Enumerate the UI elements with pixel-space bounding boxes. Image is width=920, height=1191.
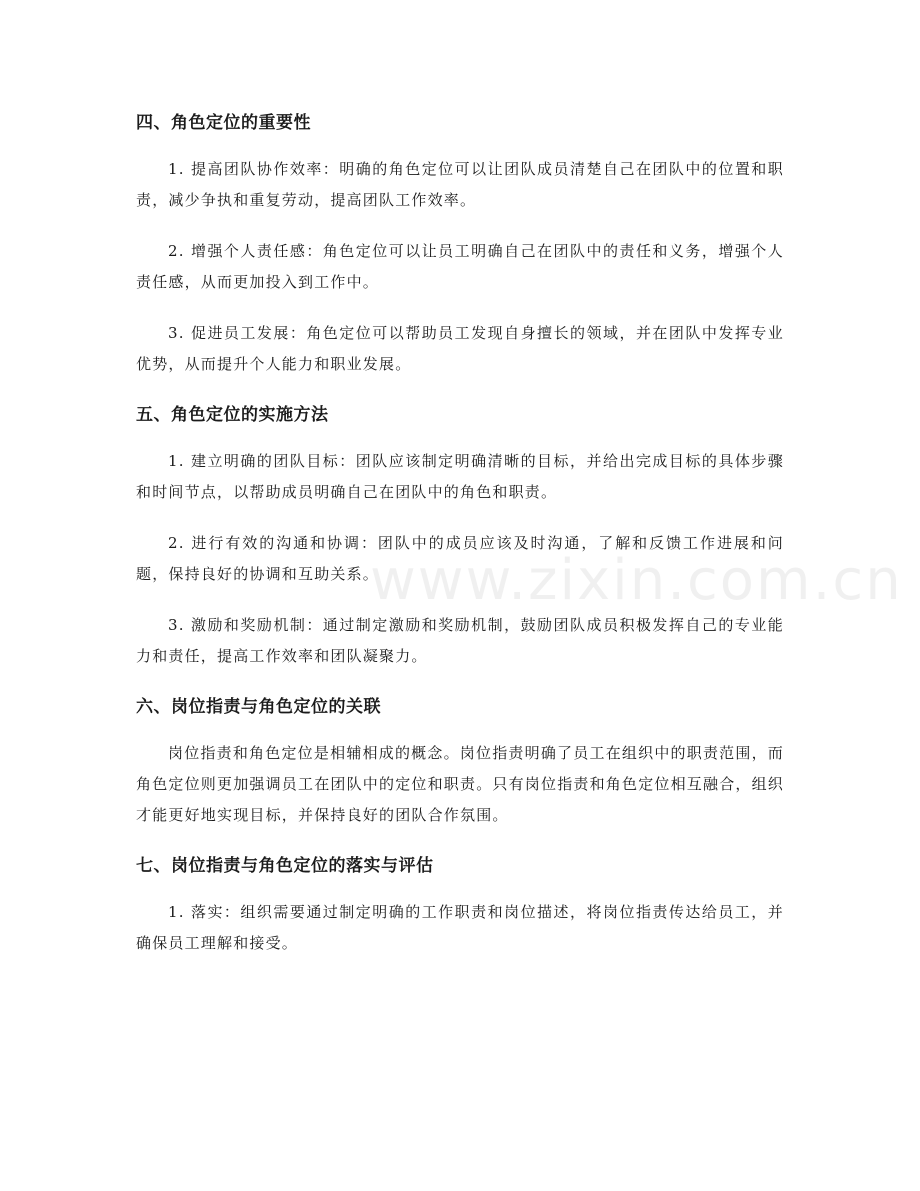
paragraph: 1. 落实：组织需要通过制定明确的工作职责和岗位描述，将岗位指责传达给员工，并确保员工理解和接受。: [136, 903, 784, 952]
section-heading: 四、角色定位的重要性: [136, 113, 311, 133]
paragraph: 2. 进行有效的沟通和协调：团队中的成员应该及时沟通，了解和反馈工作进展和问题，保持良好的协调和互助关系。: [136, 534, 784, 583]
watermark: www.zixin.com.cn: [370, 548, 903, 613]
paragraph: 3. 促进员工发展：角色定位可以帮助员工发现自身擅长的领域，并在团队中发挥专业优势，从而提升个人能力和职业发展。: [136, 324, 784, 373]
paragraph: 1. 建立明确的团队目标：团队应该制定明确清晰的目标，并给出完成目标的具体步骤和时间节点，以帮助成员明确自己在团队中的角色和职责。: [136, 452, 784, 501]
paragraph: 岗位指责和角色定位是相辅相成的概念。岗位指责明确了员工在组织中的职责范围，而角色定位则更加强调员工在团队中的定位和职责。只有岗位指责和角色定位相互融合，组织才能更好地实现目标，并保持良好的团队合作氛围。: [136, 744, 785, 824]
section-heading: 五、角色定位的实施方法: [136, 405, 329, 425]
section-heading: 六、岗位指责与角色定位的关联: [136, 697, 381, 717]
section-implementation: [136, 851, 784, 959]
section-heading: 七、岗位指责与角色定位的落实与评估: [136, 856, 434, 876]
paragraph: 3. 激励和奖励机制：通过制定激励和奖励机制，鼓励团队成员积极发挥自己的专业能力和责任，提高工作效率和团队凝聚力。: [136, 616, 784, 665]
paragraph: 2. 增强个人责任感：角色定位可以让员工明确自己在团队中的责任和义务，增强个人责任感，从而更加投入到工作中。: [136, 242, 784, 291]
section-methods: [136, 400, 784, 672]
paragraph: 1. 提高团队协作效率：明确的角色定位可以让团队成员清楚自己在团队中的位置和职责，减少争执和重复劳动，提高团队工作效率。: [136, 160, 784, 209]
section-relation: [136, 692, 784, 831]
document-body: [136, 108, 784, 979]
section-importance: [136, 108, 784, 380]
